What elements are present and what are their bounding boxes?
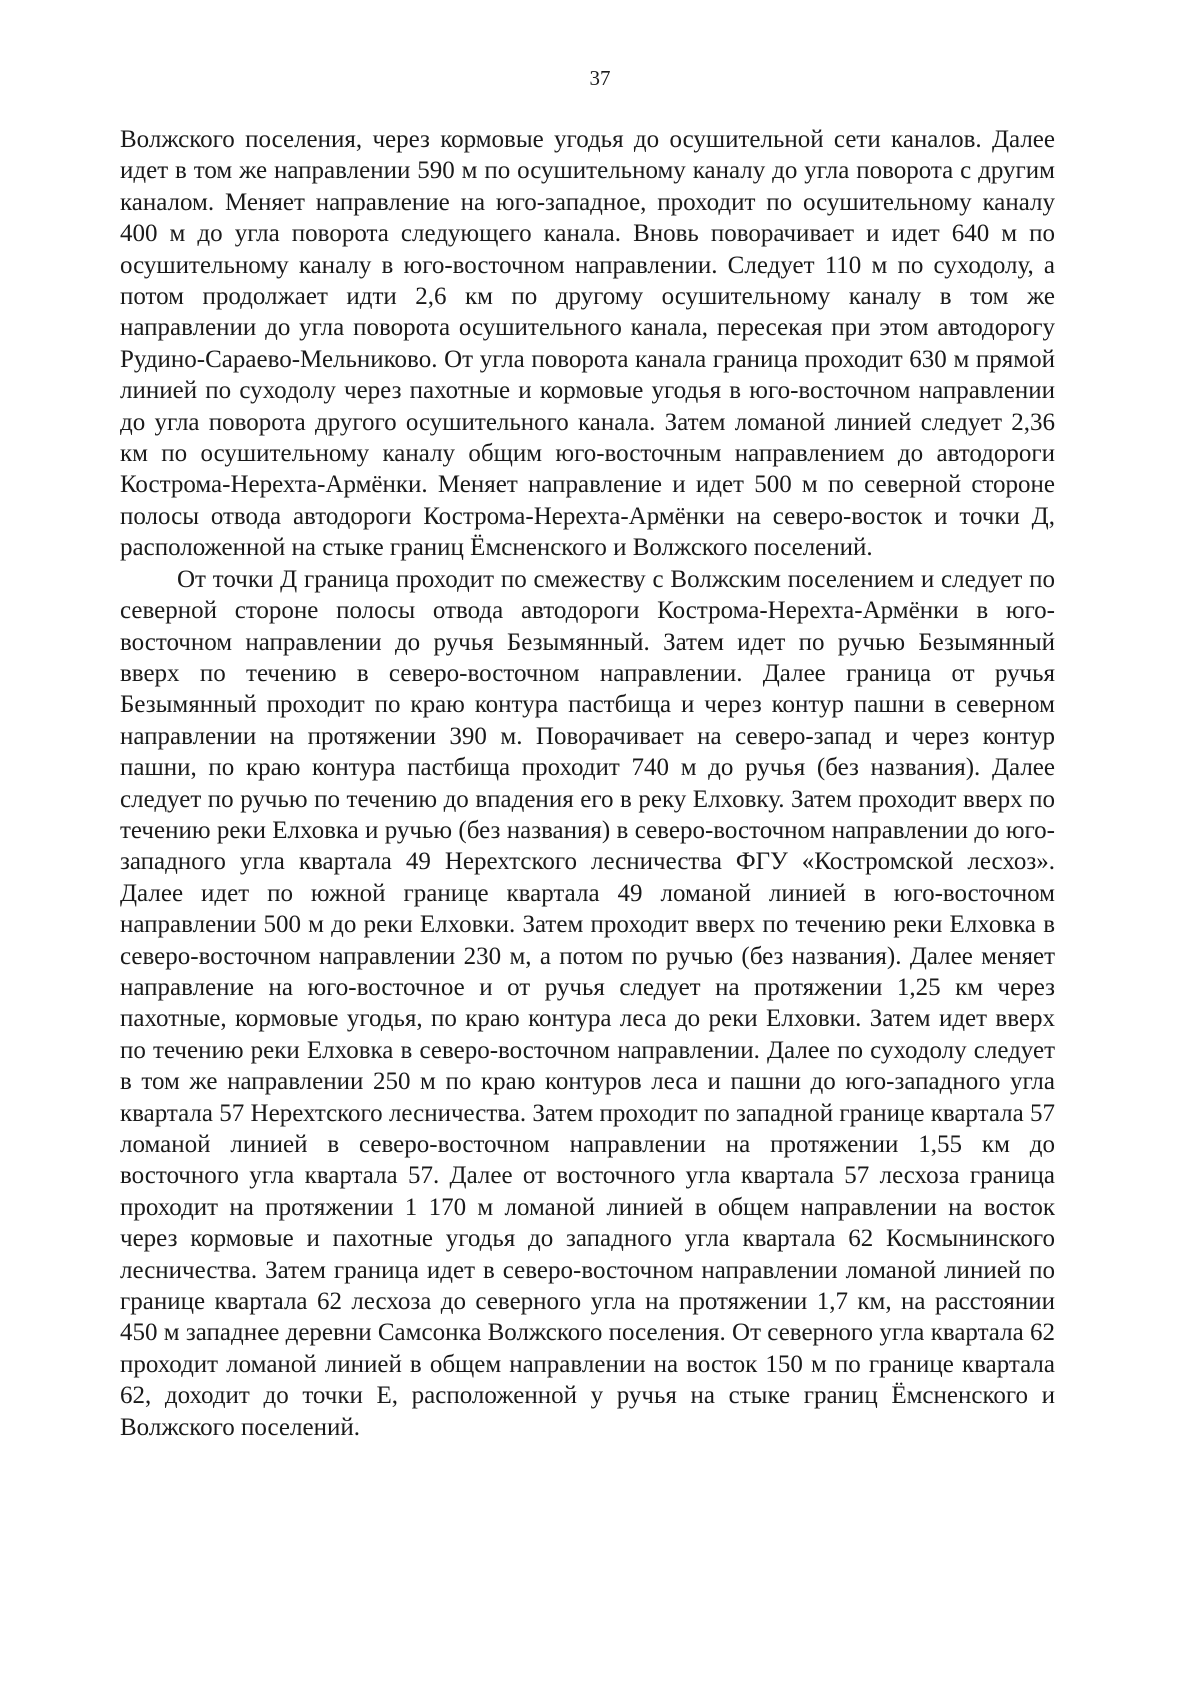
paragraph-continuation: Волжского поселения, через кормовые угодья до осушительной сети каналов. Далее идет в том же направлении 590 м по осушительному каналу до угла поворота с другим каналом. Меняет направление на юго-западное, проходит по осушительному каналу 400 м до угла поворота следующего канала. Вновь поворачивает и идет 640 м по осушительному каналу в юго-восточном направлении. Следует 110 м по суходолу, а потом продолжает идти 2,6 км по другому осушительному каналу в том же направлении до угла поворота осушительного канала, пересекая при этом автодорогу Рудино-Сараево-Мельниково. От угла поворота канала граница проходит 630 м прямой линией по суходолу через пахотные и кормовые угодья в юго-восточном направлении до угла поворота другого осушительного канала. Затем ломаной линией следует 2,36 км по осушительному каналу общим юго-восточным направлением до автодороги Кострома-Нерехта-Армёнки. Меняет направление и идет 500 м по северной стороне полосы отвода автодороги Кострома-Нерехта-Армёнки на северо-восток и точки Д, расположенной на стыке границ Ёмсненского и Волжского поселений. [120,126,1055,562]
page-number: 37 [589,66,611,90]
paragraph-boundary-description: От точки Д граница проходит по смежеству с Волжским поселением и следует по северной стороне полосы отвода автодороги Кострома-Нерехта-Армёнки в юго-восточном направлении до ручья Безымянный. Затем идет по ручью Безымянный вверх по течению в северо-восточном направлении. Далее граница от ручья Безымянный проходит по краю контура пастбища и через контур пашни в северном направлении на протяжении 390 м. Поворачивает на северо-запад и через контур пашни, по краю контура пастбища проходит 740 м до ручья (без названия). Далее следует по ручью по течению до впадения его в реку Елховку. Затем проходит вверх по течению реки Елховка и ручью (без названия) в северо-восточном направлении до юго-западного угла квартала 49 Нерехтского лесничества ФГУ «Костромской лесхоз». Далее идет по южной границе квартала 49 ломаной линией в юго-восточном направлении 500 м до реки Елховки. Затем проходит вверх по течению реки Елховка в северо-восточном направлении 230 м, а потом по ручью (без названия). Далее меняет направление на юго-восточное и от ручья следует на протяжении 1,25 км через пахотные, кормовые угодья, по краю контура леса до реки Елховки. Затем идет вверх по течению реки Елховка в северо-восточном направлении. Далее по суходолу следует в том же направлении 250 м по краю контуров леса и пашни до юго-западного угла квартала 57 Нерехтского лесничества. Затем проходит по западной границе квартала 57 ломаной линией в северо-восточном направлении на протяжении 1,55 км до восточного угла квартала 57. Далее от восточного угла квартала 57 лесхоза граница проходит на протяжении 1 170 м ломаной линией в общем направлении на восток через кормовые и пахотные угодья до западного угла квартала 62 Космынинского лесничества. Затем граница идет в северо-восточном направлении ломаной линией по границе квартала 62 лесхоза до северного угла на протяжении 1,7 км, на расстоянии 450 м западнее деревни Самсонка Волжского поселения. От северного угла квартала 62 проходит ломаной линией в общем направлении на восток 150 м по границе квартала 62, доходит до точки Е, расположенной у ручья на стыке границ Ёмсненского и Волжского поселений. [120,565,1055,1441]
body-text [120,124,1055,1443]
